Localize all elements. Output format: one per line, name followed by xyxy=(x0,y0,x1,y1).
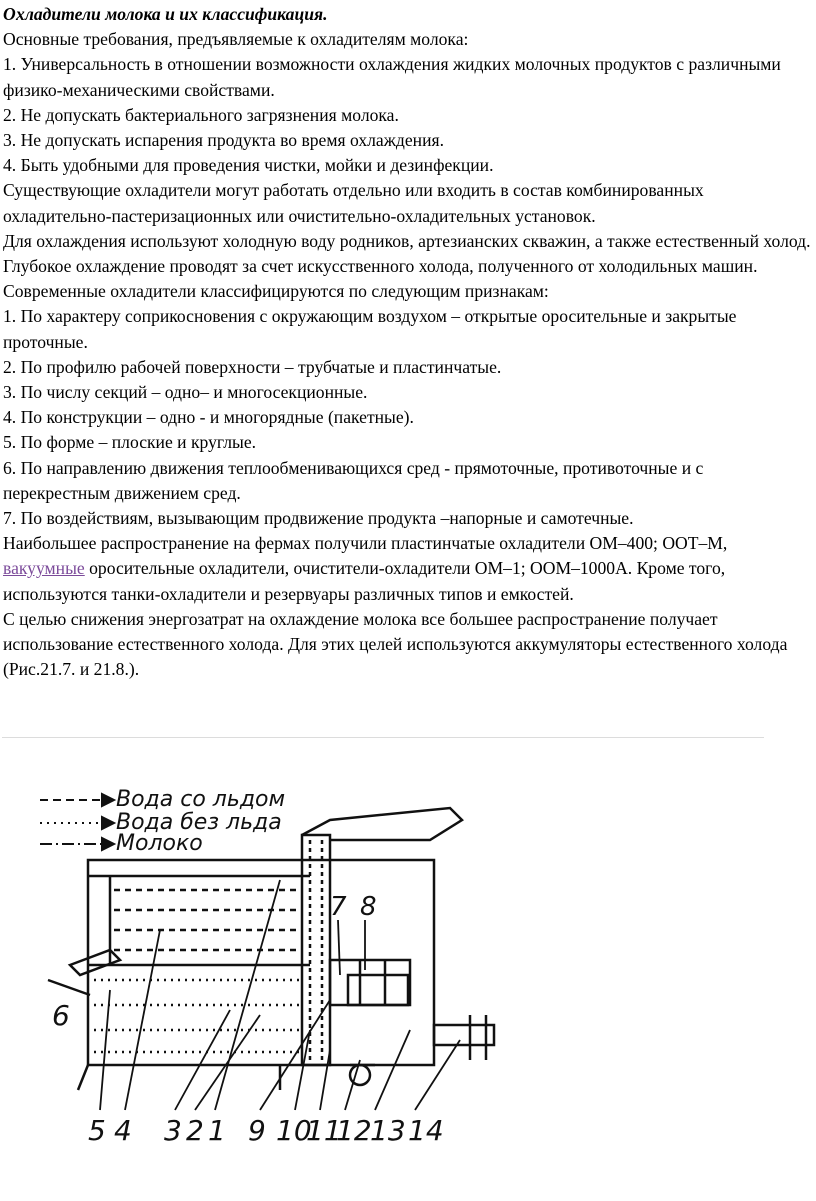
column xyxy=(302,808,462,1065)
callout-label: 14 xyxy=(408,1114,444,1147)
legend-label: Вода без льда xyxy=(116,810,282,835)
legend-label: Вода со льдом xyxy=(116,787,286,812)
paragraph: Для охлаждения используют холодную воду родников, артезианских скважин, а также естественный холод. xyxy=(3,230,811,251)
cooler-diagram xyxy=(30,760,500,1155)
callout-label: 10 xyxy=(276,1114,312,1147)
callout-label: 6 xyxy=(52,999,70,1032)
cooler-diagram-drawing xyxy=(30,760,500,1155)
paragraph: 4. Быть удобными для проведения чистки, мойки и дезинфекции. xyxy=(3,155,494,176)
divider xyxy=(2,737,764,738)
callout-label: 9 xyxy=(248,1114,266,1147)
callout-label: 1 xyxy=(208,1114,226,1147)
callout-label: 7 xyxy=(330,892,347,922)
callout-label: 5 xyxy=(88,1114,106,1147)
paragraph: Современные охладители классифицируются по следующим признакам: xyxy=(3,281,549,302)
callout-label: 11 xyxy=(306,1114,342,1147)
paragraph: 4. По конструкции – одно - и многорядные (пакетные). xyxy=(3,407,414,428)
paragraph: 7. По воздействиям, вызывающим продвижение продукта –напорные и самотечные. xyxy=(3,508,634,529)
paragraph: 6. По направлению движения теплообменивающихся сред - прямоточные, противоточные и с перекрестным движением сред. xyxy=(3,457,704,503)
document-title: Охладители молока и их классификация. xyxy=(3,4,328,24)
legend-arrows xyxy=(40,794,114,850)
document-body xyxy=(3,2,811,682)
callout-label: 13 xyxy=(370,1114,406,1147)
paragraph: 3. По числу секций – одно– и многосекционные. xyxy=(3,382,368,403)
paragraph: Существующие охладители могут работать отдельно или входить в состав комбинированных охладительно-пастеризационных или очистительно-охладительных установок. xyxy=(3,180,704,226)
callout-label: 3 xyxy=(164,1114,182,1147)
paragraph: 2. Не допускать бактериального загрязнения молока. xyxy=(3,104,399,125)
paragraph: 1. По характеру соприкосновения с окружающим воздухом – открытые оросительные и закрытые проточные. xyxy=(3,306,737,352)
callout-label: 4 xyxy=(114,1114,132,1147)
paragraph: 1. Универсальность в отношении возможности охлаждения жидких молочных продуктов с различными физико-механическими свойствами. xyxy=(3,54,781,100)
legend-label: Молоко xyxy=(116,831,203,856)
callout-label: 2 xyxy=(186,1114,204,1147)
paragraph xyxy=(3,531,811,607)
paragraph: Глубокое охлаждение проводят за счет искусственного холода, полученного от холодильных машин. xyxy=(3,256,758,277)
callout-label: 8 xyxy=(360,892,377,922)
paragraph-text: Наибольшее распространение на фермах получили пластинчатые охладители ОМ–400; ООТ–М, xyxy=(3,533,728,554)
paragraph: 2. По профилю рабочей поверхности – трубчатые и пластинчатые. xyxy=(3,356,502,377)
outlet-pipe xyxy=(434,1015,494,1060)
paragraph: С целью снижения энергозатрат на охлаждение молока все большее распространение получает использование естественного холода. Для этих целей используются аккумуляторы естественного холода (Рис.21.7. и 21.8.). xyxy=(3,608,788,680)
paragraph-text: оросительные охладители, очистители-охладители ОМ–1; ООМ–1000А. Кроме того, используются танки-охладители и резервуары различных типов и емкостей. xyxy=(3,558,726,604)
paragraph: Основные требования, предъявляемые к охладителям молока: xyxy=(3,29,469,50)
callout-label: 12 xyxy=(336,1114,372,1147)
paragraph: 3. Не допускать испарения продукта во время охлаждения. xyxy=(3,130,444,151)
paragraph: 5. По форме – плоские и круглые. xyxy=(3,432,257,453)
vacuum-link[interactable]: вакуумные xyxy=(3,558,85,579)
